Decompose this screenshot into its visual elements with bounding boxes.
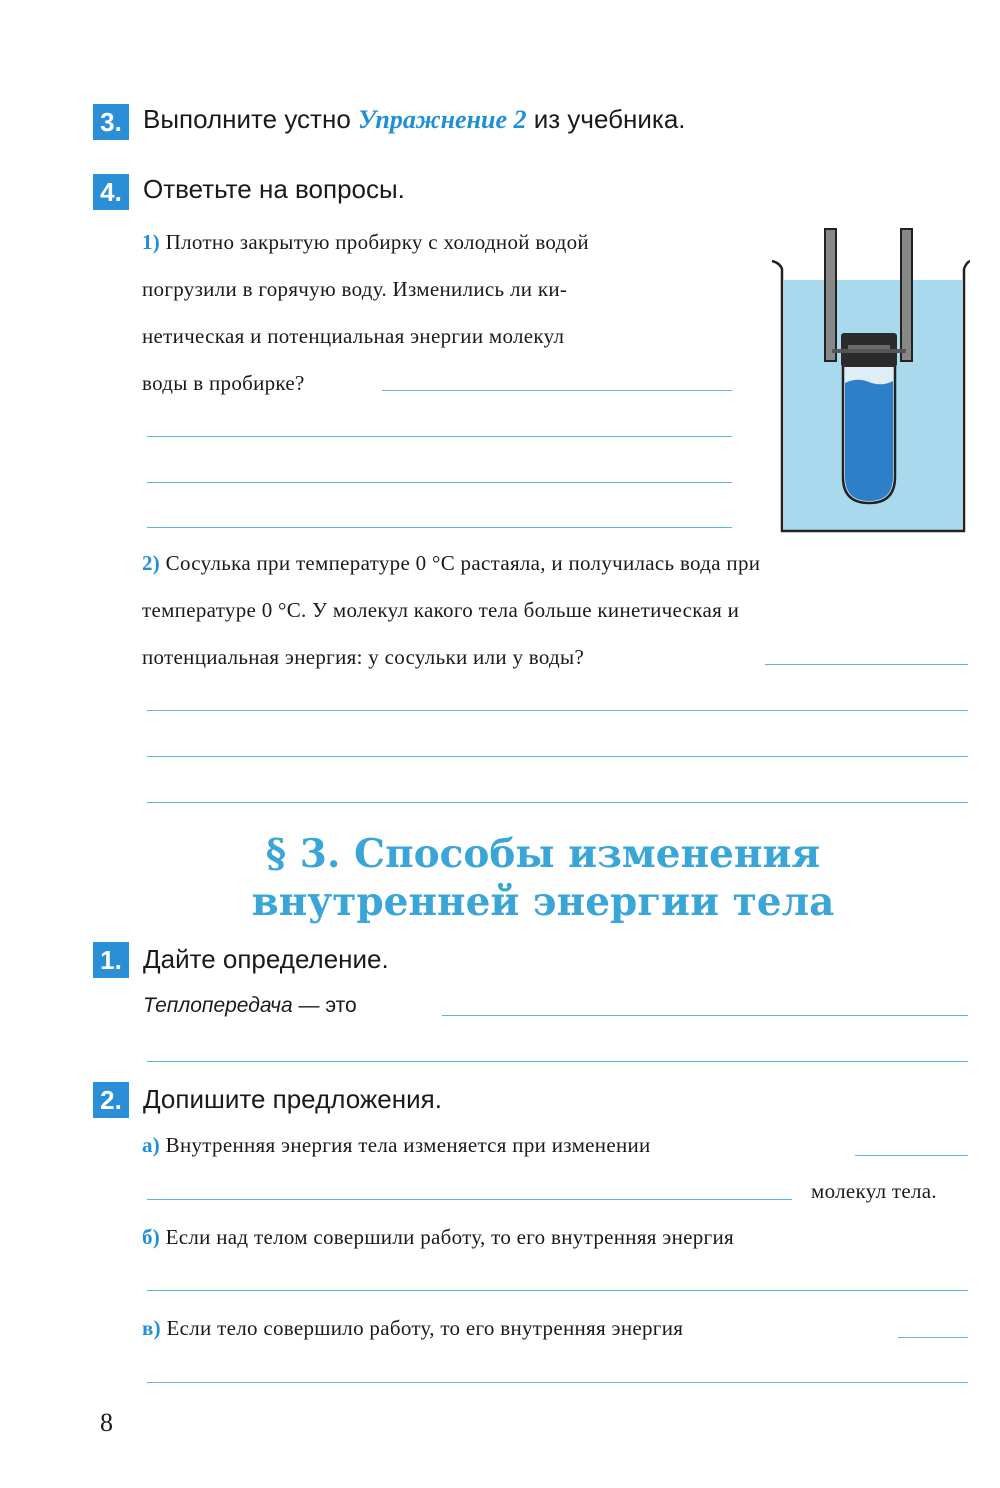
answer-line[interactable] xyxy=(765,664,968,665)
question-2-line-3: потенциальная энергия: у сосульки или у воды? xyxy=(142,645,585,669)
task-3-emphasis: Упражнение 2 xyxy=(358,105,527,134)
page-number: 8 xyxy=(100,1408,113,1437)
task-3-text xyxy=(143,104,686,135)
task-3-text-before: Выполните устно xyxy=(143,104,359,134)
section-task-2-text: Допишите предложения. xyxy=(143,1084,442,1114)
answer-line[interactable] xyxy=(147,710,968,711)
answer-line[interactable] xyxy=(382,390,732,391)
definition-prompt xyxy=(143,994,357,1018)
definition-term-rest: — это xyxy=(292,994,357,1017)
question-1-line xyxy=(142,219,589,266)
question-1 xyxy=(142,219,589,407)
section-title-line-2: внутренней энергии тела xyxy=(251,879,835,925)
question-2-number: 2) xyxy=(142,551,161,575)
sentence-a xyxy=(142,1122,651,1169)
answer-line[interactable] xyxy=(442,1015,968,1016)
answer-line[interactable] xyxy=(147,527,732,528)
clamp-bar-left xyxy=(825,229,836,361)
section-task-1-text: Дайте определение. xyxy=(143,944,389,974)
question-1-line-1: Плотно закрытую пробирку с холодной водой xyxy=(165,230,589,254)
question-2-line-2: температуре 0 °С. У молекул какого тела больше кинетическая и xyxy=(142,598,740,622)
question-2-line-1: Сосулька при температуре 0 °С растаяла, и получилась вода при xyxy=(165,551,761,575)
question-1-line-4: воды в пробирке? xyxy=(142,371,305,395)
section-task-2-badge: 2. xyxy=(93,1082,129,1118)
answer-line[interactable] xyxy=(147,1061,968,1062)
sentence-c-text: Если тело совершило работу, то его внутренняя энергия xyxy=(166,1316,684,1340)
clamp-bar-right xyxy=(901,229,912,361)
task-4-text: Ответьте на вопросы. xyxy=(143,174,405,204)
answer-line[interactable] xyxy=(147,482,732,483)
cold-water xyxy=(845,380,893,501)
task-3-text-after: из учебника. xyxy=(526,104,686,134)
sentence-b-label: б) xyxy=(142,1225,161,1249)
section-title-line-1: § 3. Способы изменения xyxy=(265,831,821,877)
section-title xyxy=(0,830,1000,926)
sentence-a-label: а) xyxy=(142,1133,161,1157)
sentence-c xyxy=(142,1305,683,1352)
task-3-badge: 3. xyxy=(93,104,129,140)
clamp-crossbar xyxy=(832,349,906,353)
test-tube-in-beaker-illustration xyxy=(770,225,970,537)
question-2-line xyxy=(142,540,760,587)
answer-line[interactable] xyxy=(147,1199,792,1200)
sentence-b xyxy=(142,1214,734,1261)
answer-line[interactable] xyxy=(147,1290,968,1291)
section-task-1-badge: 1. xyxy=(93,942,129,978)
sentence-a-end: молекул тела. xyxy=(811,1179,937,1203)
sentence-c-label: в) xyxy=(142,1316,161,1340)
question-1-line-2: погрузили в горячую воду. Изменились ли ки- xyxy=(142,277,568,301)
answer-line[interactable] xyxy=(147,756,968,757)
answer-line[interactable] xyxy=(147,802,968,803)
question-1-line-3: нетическая и потенциальная энергии молекул xyxy=(142,324,565,348)
question-2 xyxy=(142,540,760,681)
answer-line[interactable] xyxy=(855,1155,968,1156)
answer-line[interactable] xyxy=(147,436,732,437)
answer-line[interactable] xyxy=(147,1382,968,1383)
sentence-a-text: Внутренняя энергия тела изменяется при изменении xyxy=(165,1133,651,1157)
task-4-badge: 4. xyxy=(93,174,129,210)
sentence-b-text: Если над телом совершили работу, то его внутренняя энергия xyxy=(165,1225,734,1249)
definition-term: Теплопередача xyxy=(143,994,293,1017)
answer-line[interactable] xyxy=(898,1337,968,1338)
question-1-number: 1) xyxy=(142,230,161,254)
